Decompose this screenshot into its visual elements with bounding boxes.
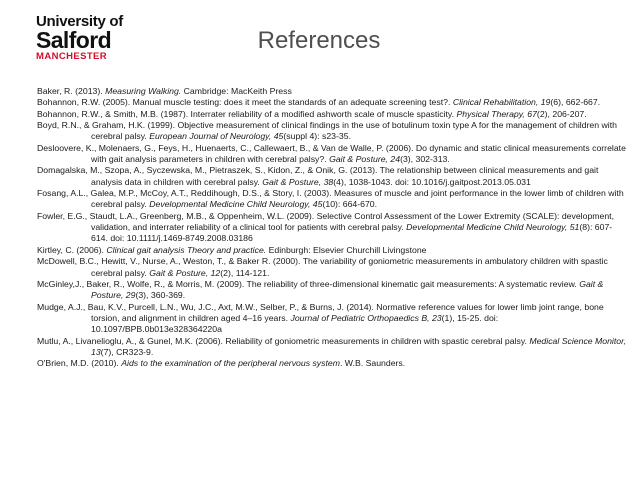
reference-italic-text: Clinical gait analysis Theory and practice. [106, 244, 267, 255]
reference-text: (4), 1038-1043. doi: 10.1016/j.gaitpost.2013.05.031 [333, 176, 531, 187]
reference-text: Baker, R. (2013). [37, 86, 106, 96]
reference-entry [37, 245, 629, 256]
reference-text: (8): 607-614. doi: 10.1111/j.1469-8749.2008.03186 [91, 222, 613, 244]
reference-text: (7), CR323-9. [100, 346, 154, 357]
reference-entry [37, 211, 629, 245]
reference-entry [37, 109, 629, 120]
reference-text: Edinburgh: Elsevier Churchill Livingstone [266, 244, 427, 255]
reference-italic-text: Gait & Posture, 24 [329, 154, 401, 165]
reference-text: O'Brien, M.D. (2010). [37, 358, 122, 369]
logo-manchester: MANCHESTER [36, 51, 108, 62]
reference-text: Kirtley, C. (2006). [37, 244, 107, 255]
reference-text: McDowell, B.C., Hewitt, V., Nurse, A., Weston, T., & Baker R. (2000). The variability of goniometric measurements in ambulatory children with spastic cerebral palsy. [37, 256, 608, 278]
reference-entry [37, 302, 629, 336]
logo-salford: Salford [36, 27, 112, 53]
reference-entry [37, 86, 629, 97]
reference-italic-text: Gait & Posture, 12 [149, 267, 221, 278]
reference-text: Bohannon, R.W., & Smith, M.B. (1987). Interrater reliability of a modified ashworth scale of muscle spasticity. [37, 108, 457, 119]
reference-italic-text: Journal of Pediatric Orthopaedics B, 23 [290, 312, 442, 323]
reference-list [37, 86, 629, 370]
reference-entry [37, 120, 629, 143]
reference-text: Fosang, A.L., Galea, M.P., McCoy, A.T., Reddihough, D.S., & Story, I. (2003). Measures of muscle and joint performance in the lower limb of children with cerebral palsy. [37, 188, 624, 210]
reference-text: McGinley,J., Baker, R., Wolfe, R., & Morris, M. (2009). The reliability of three-dimensional kinematic gait measurements: A systematic review. [37, 278, 580, 289]
reference-text: (6), 662-667. [550, 97, 601, 108]
logo-university-of: University of [36, 13, 123, 30]
reference-italic-text: Aids to the examination of the peripheral nervous system [121, 358, 340, 369]
reference-italic-text: Clinical Rehabilitation, 19 [452, 97, 551, 108]
reference-italic-text: Measuring Walking. [105, 86, 182, 96]
reference-italic-text: Developmental Medicine Child Neurology, 45 [149, 199, 323, 210]
university-of-salford-logo [36, 14, 156, 62]
reference-entry [37, 358, 629, 369]
reference-text: Fowler, E.G., Staudt, L.A., Greenberg, M.B., & Oppenheim, W.L. (2009). Selective Control Assessment of the Lower Extremity (SCALE): development, validation, and interrater reliability of a clinical tool for patients with cerebral palsy. [37, 210, 615, 233]
reference-italic-text: European Journal of Neurology, 45 [149, 131, 284, 142]
reference-text: (suppl 4): s23-35. [283, 131, 351, 142]
reference-italic-text: Developmental Medicine Child Neurology, 51 [406, 222, 580, 233]
reference-text: Mudge, A.J., Bau, K.V., Purcell, L.N., Wu, J.C., Axt, M.W., Selber, P., & Burns, J. (2014). Normative reference values for lower limb joint range, bone torsion, and alignment in children aged 4–16 years. [37, 301, 604, 323]
reference-text: . W.B. Saunders. [339, 358, 406, 369]
reference-text: Boyd, R.N., & Graham, H.K. (1999). Objective measurement of clinical findings in the use of botulinum toxin type A for the management of children with cerebral palsy. [37, 120, 617, 142]
reference-italic-text: Medical Science Monitor, 13 [91, 335, 626, 357]
reference-entry [37, 165, 629, 188]
reference-entry [37, 188, 629, 211]
reference-italic-text: Gait & Posture, 29 [91, 278, 604, 301]
reference-entry [37, 256, 629, 279]
reference-text: Cambridge: MacKeith Press [181, 86, 292, 96]
reference-italic-text: Gait & Posture, 38 [262, 176, 334, 187]
reference-text: Domagalska, M., Szopa, A., Syczewska, M., Pietraszek, S., Kidon, Z., & Onik, G. (2013). The relationship between clinical measurements and gait analysis data in children with cerebral palsy. [37, 165, 599, 187]
reference-entry [37, 97, 629, 108]
reference-italic-text: Physical Therapy, 67 [456, 108, 537, 119]
reference-entry [37, 336, 629, 359]
reference-entry [37, 279, 629, 302]
reference-text: (2), 114-121. [220, 267, 270, 278]
reference-text: (10): 664-670. [322, 199, 378, 210]
reference-entry [37, 143, 629, 166]
reference-text: Mutlu, A., Livanelioglu, A., & Gunel, M.K. (2006). Reliability of goniometric measurements in children with spastic cerebral palsy. [37, 335, 530, 346]
reference-text: Bohannon, R.W. (2005). Manual muscle testing: does it meet the standards of an adequate screening test?. [37, 97, 453, 108]
slide-title: References [257, 27, 381, 54]
reference-text: (2), 206-207. [536, 108, 587, 119]
reference-text: (1), 15-25. doi: 10.1097/BPB.0b013e328364220a [91, 312, 499, 335]
reference-text: (3), 302-313. [400, 154, 450, 165]
reference-text: (3), 360-369. [135, 290, 186, 301]
reference-text: Desloovere, K., Molenaers, G., Feys, H., Huenaerts, C., Callewaert, B., & Van de Walle, P. (2006). Do dynamic and static clinical measurements correlate with gait analysis parameters in children with cerebral palsy?. [37, 142, 626, 165]
